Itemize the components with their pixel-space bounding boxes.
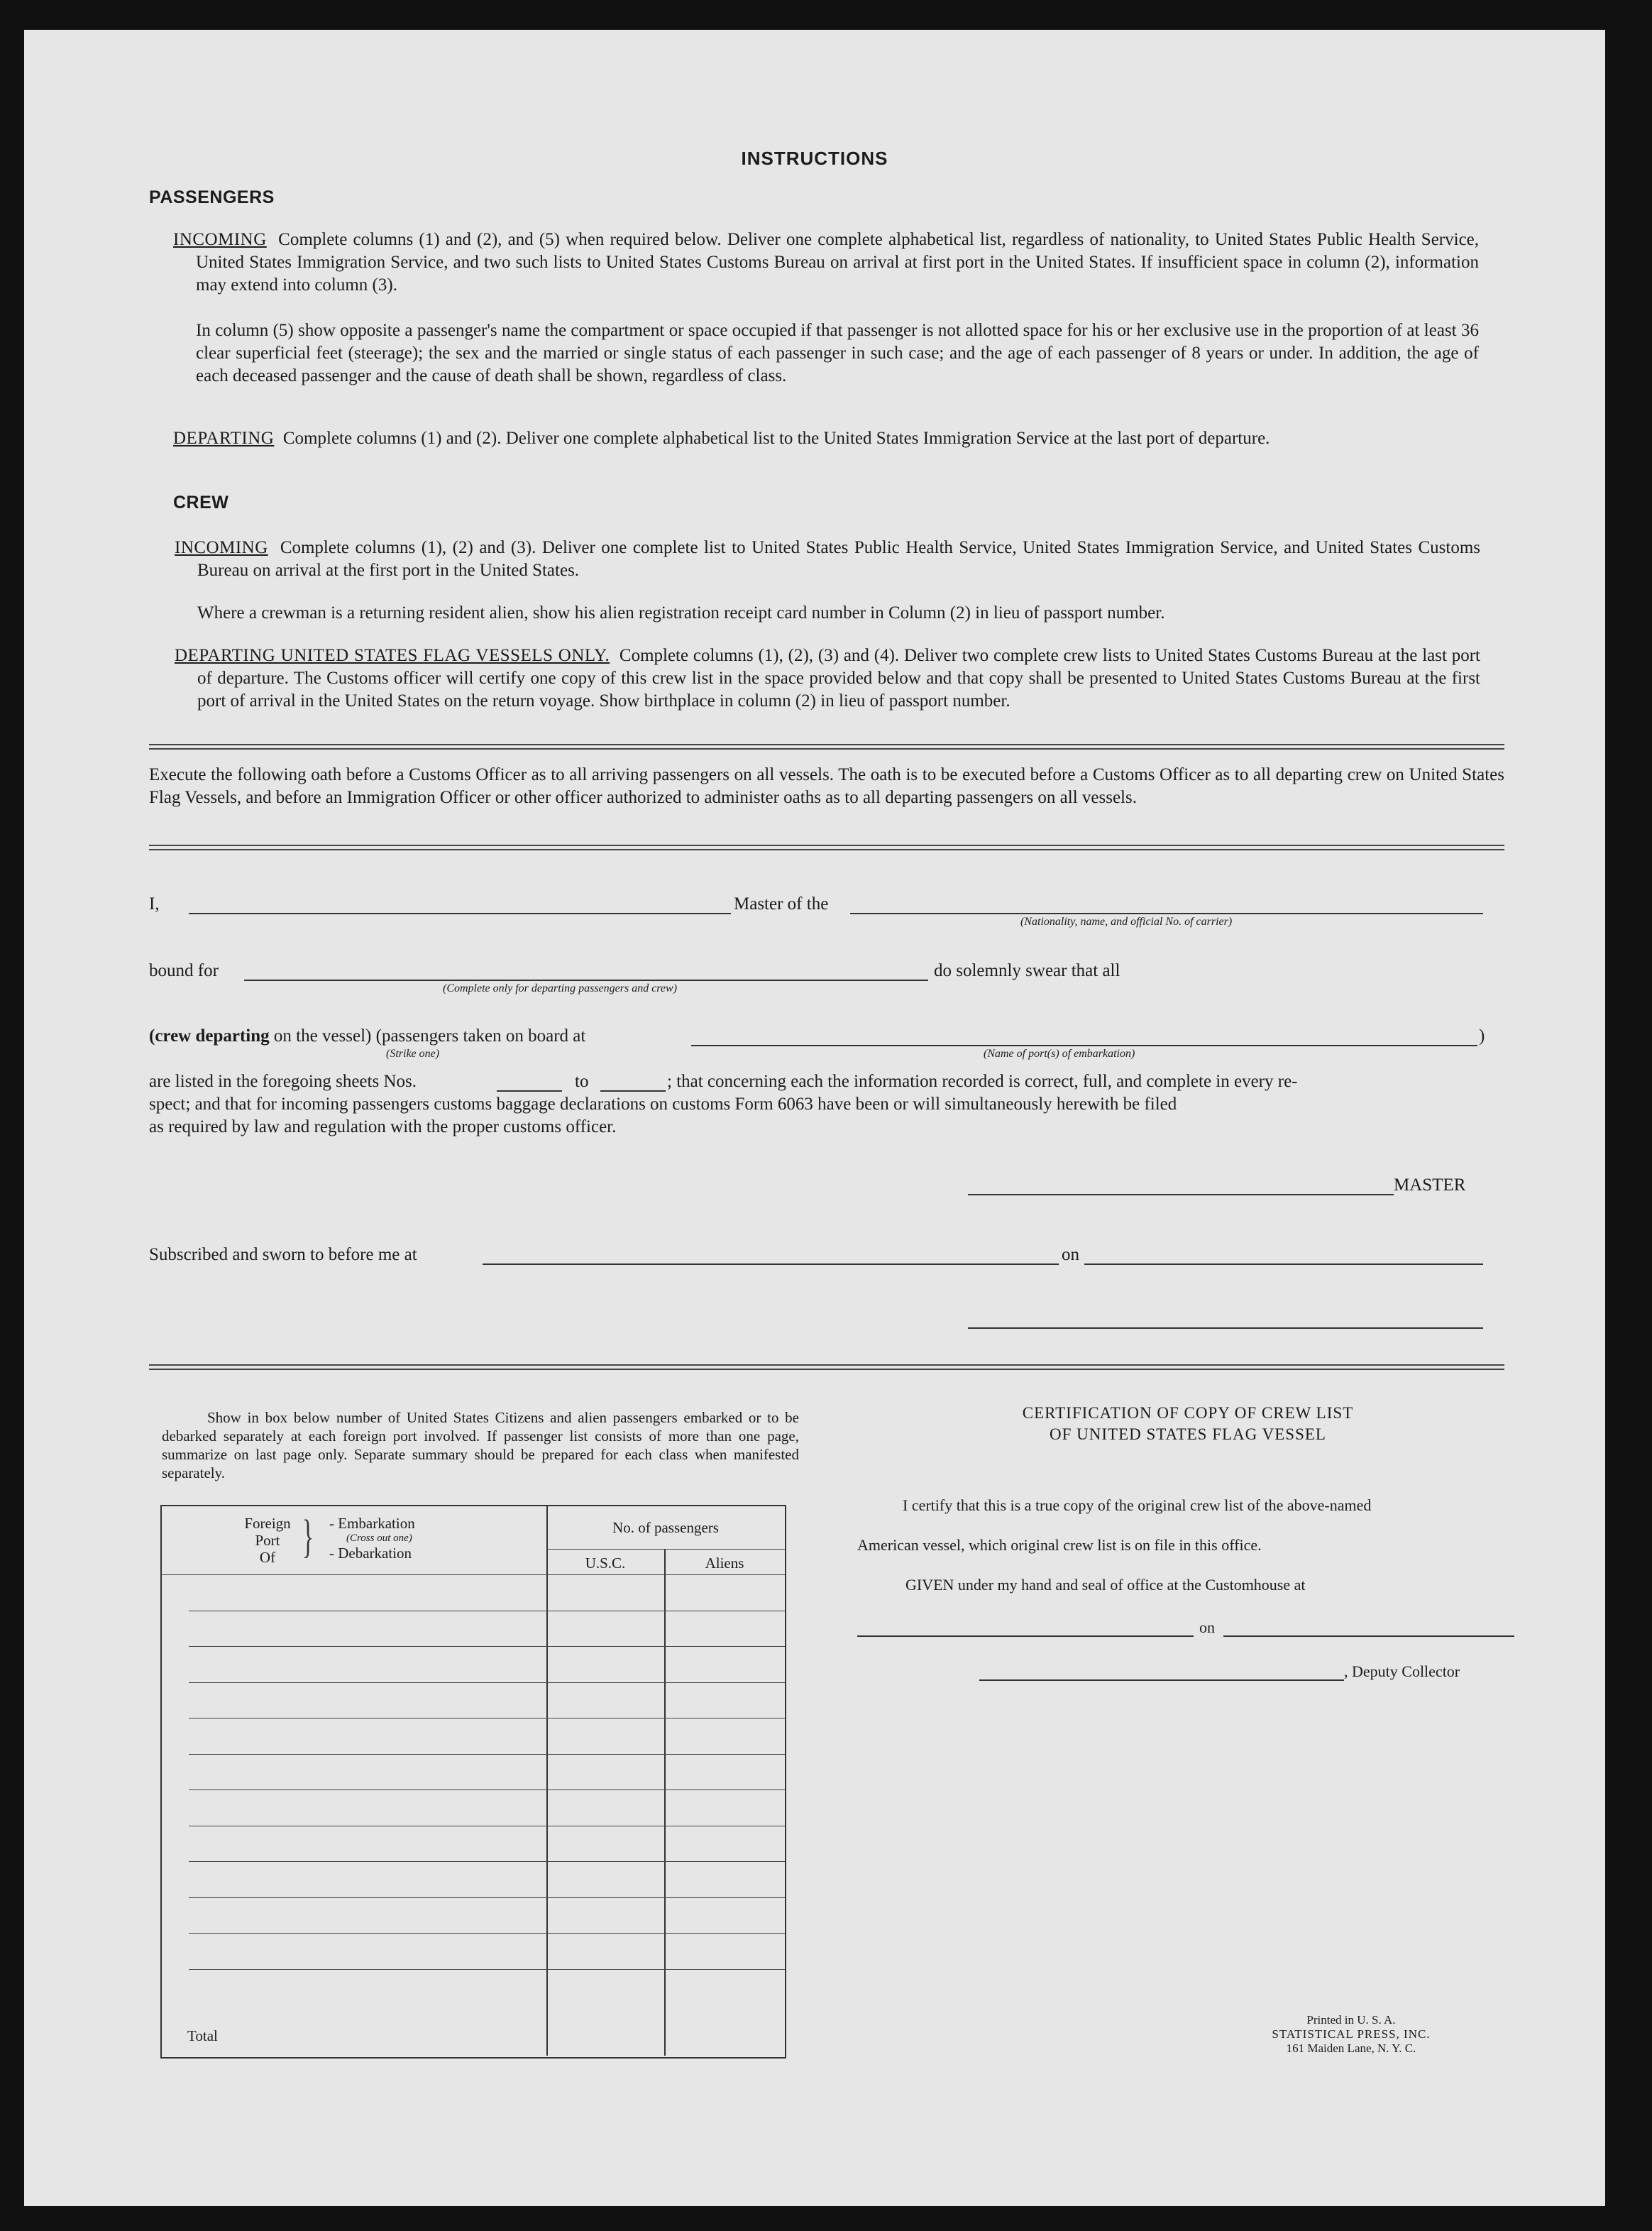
table-row[interactable] <box>189 1682 785 1683</box>
certification-title-line1: CERTIFICATION OF COPY OF CREW LIST <box>1022 1404 1354 1422</box>
master-label: MASTER <box>1394 1175 1466 1195</box>
passenger-summary-table <box>160 1505 786 2059</box>
crew-passengers-line <box>149 1026 585 1046</box>
certify-line1: I certify that this is a true copy of the original crew list of the above-named <box>903 1496 1372 1514</box>
crew-departing-label: (crew departing <box>149 1026 270 1046</box>
form-sheet <box>24 30 1605 2206</box>
sheet-to-field[interactable] <box>600 1090 666 1092</box>
table-divider-main <box>546 1505 548 2056</box>
printer-line2: STATISTICAL PRESS, INC. <box>1272 2027 1431 2041</box>
close-paren: ) <box>1479 1026 1485 1046</box>
debarkation-option[interactable]: - Debarkation <box>329 1545 412 1562</box>
table-row[interactable] <box>189 1897 785 1898</box>
table-row[interactable] <box>189 1969 785 1970</box>
deputy-collector-signature-field[interactable] <box>979 1679 1344 1681</box>
table-divider-usc-aliens <box>664 1549 666 2056</box>
master-signature-field[interactable] <box>968 1194 1394 1195</box>
foreign-port-of <box>236 1515 299 1566</box>
of-label: Of <box>259 1549 276 1566</box>
no-passengers-header: No. of passengers <box>612 1519 719 1536</box>
subscribed-place-field[interactable] <box>483 1263 1059 1265</box>
crew-incoming-label: INCOMING <box>175 538 268 557</box>
crew-incoming <box>175 537 1480 582</box>
passengers-taken-text: (passengers taken on board at <box>375 1026 586 1046</box>
given-line: GIVEN under my hand and seal of office at the Customhouse at <box>905 1576 1306 1594</box>
embarkation-option[interactable]: - Embarkation <box>329 1515 415 1532</box>
swear-label: do solemnly swear that all <box>934 961 1120 980</box>
sheets-line1-rest: ; that concerning each the information recorded is correct, full, and complete in every re- <box>667 1072 1298 1091</box>
subscribed-label: Subscribed and sworn to before me at <box>149 1245 417 1264</box>
crew-departing-label: DEPARTING UNITED STATES FLAG VESSELS ONLY. <box>175 646 610 665</box>
carrier-field[interactable] <box>850 913 1483 914</box>
passengers-incoming-label: INCOMING <box>173 230 267 249</box>
sheets-line2: spect; and that for incoming passengers customs baggage declarations on customs Form 6063 have been or will simultaneously herewith be filed <box>149 1095 1177 1114</box>
printer-imprint <box>1245 2013 1458 2056</box>
crew-departing-text: Complete columns (1), (2), (3) and (4). Deliver two complete crew lists to United States Customs Bureau at the last port of departure. The Customs officer will certify one copy of this crew list in the space provided below and that copy shall be presented to United States Customs Bureau at the first port of arrival in the United States on the return voyage. Show birthplace in column (2) in lieu of passport number. <box>197 646 1481 711</box>
officer-signature-field[interactable] <box>968 1327 1483 1329</box>
oath-i-label: I, <box>149 894 160 914</box>
passengers-departing-label: DEPARTING <box>173 429 275 448</box>
bound-for-label: bound for <box>149 961 219 980</box>
certification-date-field[interactable] <box>1223 1635 1514 1637</box>
strike-caption: (Strike one) <box>386 1048 440 1060</box>
table-row[interactable] <box>189 1646 785 1647</box>
deputy-collector-label: , Deputy Collector <box>1344 1662 1460 1680</box>
oath-intro: Execute the following oath before a Customs Officer as to all arriving passengers on all vessels. The oath is to be executed before a Customs Officer as to all departing crew on United States Flag Vessels, and before an Immigration Officer or other officer authorized to administer oaths as to all departing passengers on all vessels. <box>149 765 1504 807</box>
passengers-column5-text: In column (5) show opposite a passenger's name the compartment or space occupied if that passenger is not allotted space for his or her exclusive use in the proportion of at least 36 clear superficial feet (steerage); the sex and the married or single status of each passenger in such case; and the age of each passenger of 8 years or under. In addition, the age of each deceased passenger and the cause of death shall be shown, regardless of class. <box>196 321 1479 385</box>
subscribed-on-label: on <box>1062 1245 1079 1264</box>
table-row[interactable] <box>189 1718 785 1719</box>
printer-line1: Printed in U. S. A. <box>1306 2013 1396 2027</box>
on-vessel-text: on the vessel) <box>273 1026 372 1046</box>
total-label: Total <box>187 2027 218 2044</box>
certify-line2: American vessel, which original crew list is on file in this office. <box>857 1536 1262 1554</box>
table-row[interactable] <box>189 1933 785 1934</box>
passengers-heading: PASSENGERS <box>149 187 275 207</box>
printer-line3: 161 Maiden Lane, N. Y. C. <box>1286 2041 1416 2055</box>
brace-icon: } <box>302 1511 314 1562</box>
crew-departing <box>175 645 1480 713</box>
certification-title-line2: OF UNITED STATES FLAG VESSEL <box>1050 1425 1326 1443</box>
crew-resident-text: Where a crewman is a returning resident alien, show his alien registration receipt card number in Column (2) in lieu of passport number. <box>197 603 1165 623</box>
certification-on-label: on <box>1199 1618 1215 1636</box>
bound-caption: (Complete only for departing passengers and crew) <box>443 982 678 994</box>
sheets-line3: as required by law and regulation with the proper customs officer. <box>149 1117 617 1136</box>
page-title: INSTRUCTIONS <box>741 148 888 169</box>
crew-incoming-text: Complete columns (1), (2) and (3). Deliver one complete list to United States Public Health Service, United States Immigration Service, and United States Customs Bureau on arrival at the first port in the United States. <box>197 538 1481 580</box>
table-row[interactable] <box>189 1861 785 1862</box>
summary-instructions: Show in box below number of United States Citizens and alien passengers embarked or to be debarked separately at each foreign port involved. If passenger list consists of more than one page, summarize on last page only. Separate summary should be prepared for each class when manifested separately. <box>162 1409 799 1481</box>
embarkation-port-field[interactable] <box>691 1045 1477 1046</box>
aliens-header: Aliens <box>705 1555 744 1572</box>
customhouse-field[interactable] <box>857 1635 1194 1637</box>
usc-header: U.S.C. <box>585 1555 626 1572</box>
table-row[interactable] <box>189 1789 785 1790</box>
embark-debark-options <box>329 1515 415 1562</box>
table-header-split <box>546 1549 785 1550</box>
port-label: Port <box>255 1532 280 1549</box>
cross-out-caption: (Cross out one) <box>346 1533 412 1544</box>
passengers-departing-text: Complete columns (1) and (2). Deliver one complete alphabetical list to the United States Immigration Service at the last port of departure. <box>282 429 1270 448</box>
passengers-incoming <box>173 229 1479 297</box>
oath-divider <box>149 845 1504 850</box>
sheet-from-field[interactable] <box>497 1090 562 1092</box>
foreign-label: Foreign <box>244 1515 291 1532</box>
ports-caption: (Name of port(s) of embarkation) <box>984 1048 1135 1060</box>
crew-heading: CREW <box>173 493 229 512</box>
passengers-incoming-text: Complete columns (1) and (2), and (5) when required below. Deliver one complete alphabetical list, regardless of nationality, to United States Public Health Service, United States Immigration Service, and two such lists to United States Customs Bureau on arrival at first port in the United States. If insufficient space in column (2), information may extend into column (3). <box>196 230 1480 295</box>
master-name-field[interactable] <box>189 913 731 914</box>
passengers-departing <box>173 427 1479 450</box>
table-header-bottom <box>160 1574 785 1575</box>
master-of-label: Master of the <box>734 894 829 914</box>
certification-title <box>854 1403 1521 1445</box>
carrier-caption: (Nationality, name, and official No. of carrier) <box>1020 916 1233 928</box>
sheets-prefix: are listed in the foregoing sheets Nos. <box>149 1072 417 1091</box>
section-divider <box>149 744 1504 750</box>
table-row[interactable] <box>189 1754 785 1755</box>
subscribed-date-field[interactable] <box>1084 1263 1483 1265</box>
bound-for-field[interactable] <box>244 980 928 981</box>
bottom-divider <box>149 1364 1504 1370</box>
sheets-to-label: to <box>575 1072 589 1091</box>
